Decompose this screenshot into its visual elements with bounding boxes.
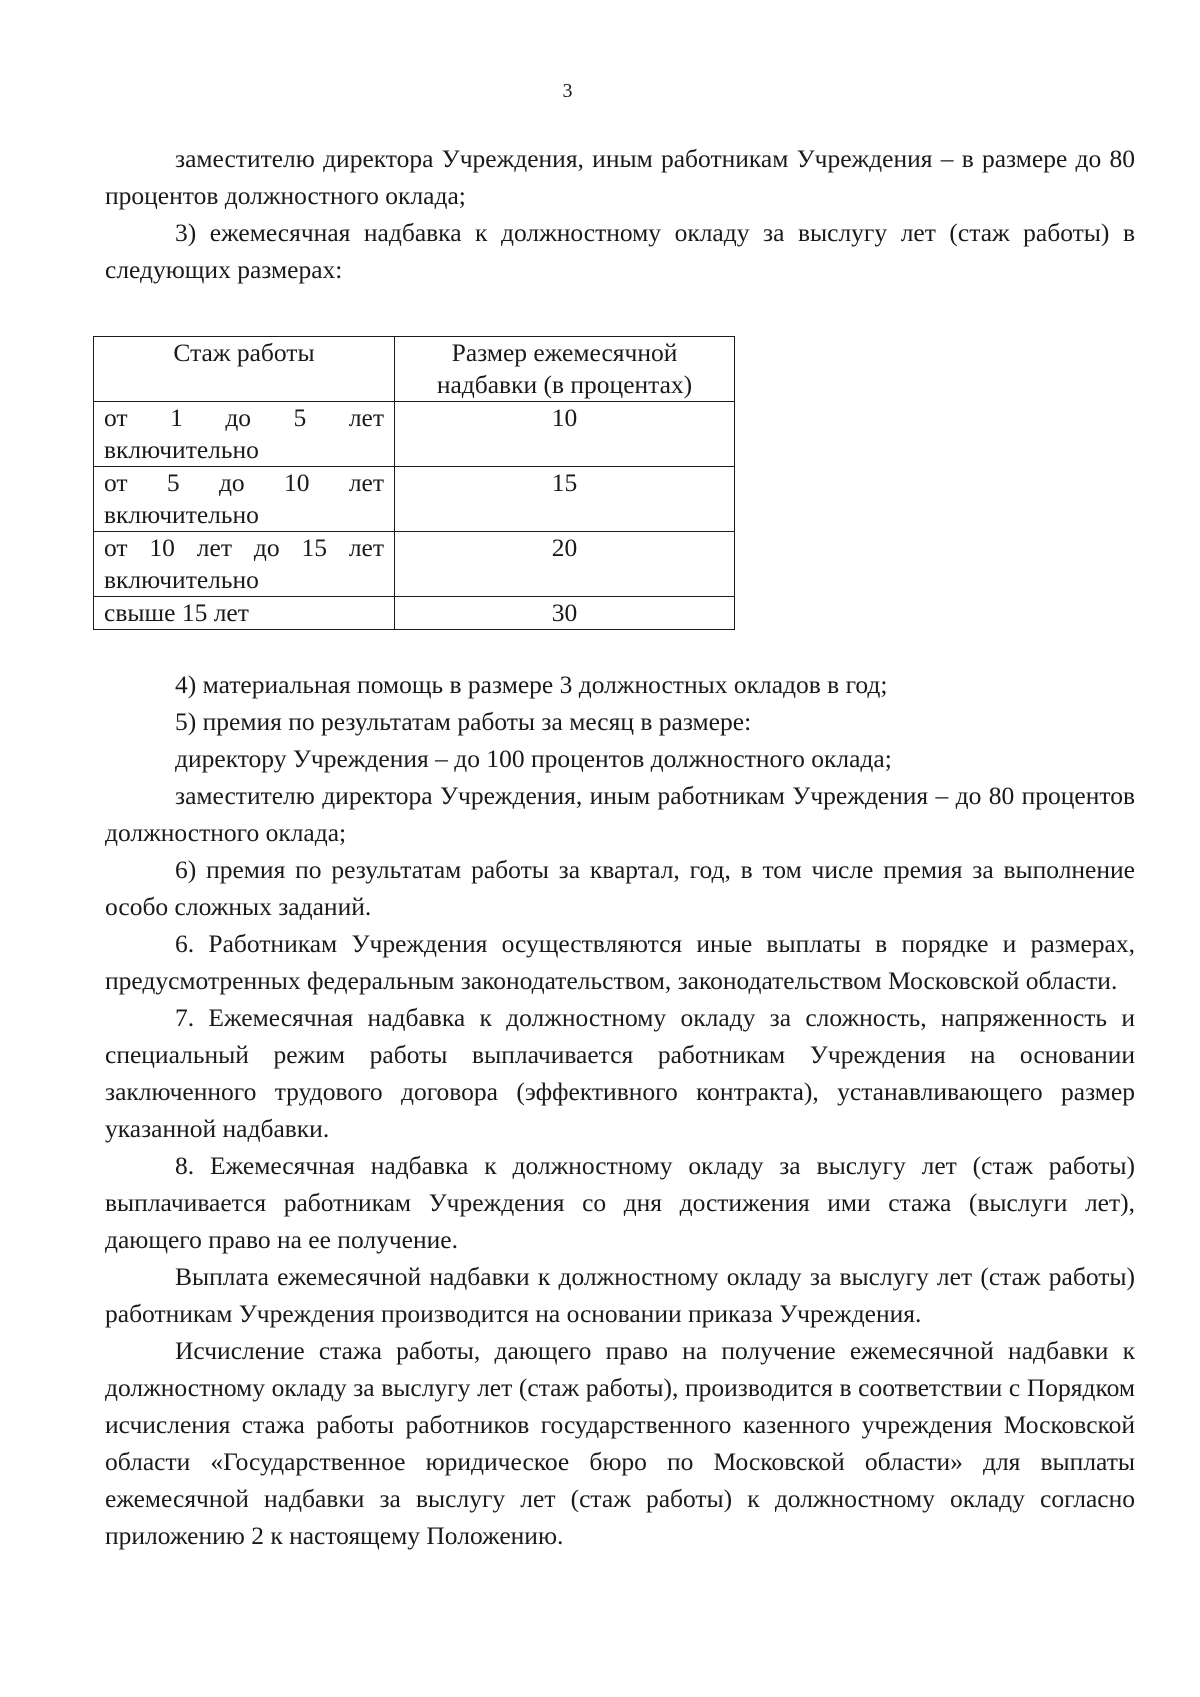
stazh-suffix: включительно: [104, 565, 259, 594]
table-cell-percent: 10: [395, 402, 735, 467]
paragraph: 6) премия по результатам работы за квартал, год, в том числе премия за выполнение особо сложных заданий.: [105, 855, 1135, 921]
seniority-table: [93, 336, 735, 630]
paragraph: Исчисление стажа работы, дающего право на получение ежемесячной надбавки к должностному окладу за выслугу лет (стаж работы), производится в соответствии с Порядком исчисления стажа работы работников государственного казенного учреждения Московской области «Государственное юридическое бюро по Московской области» для выплаты ежемесячной надбавки за выслугу лет (стаж работы) к должностному окладу согласно приложению 2 к настоящему Положению.: [105, 1336, 1135, 1550]
table-header-row: [94, 337, 735, 402]
paragraph: 5) премия по результатам работы за месяц в размере:: [175, 707, 752, 736]
table-cell-percent: 30: [395, 597, 735, 630]
stazh-suffix: включительно: [104, 500, 259, 529]
table-cell-percent: 20: [395, 532, 735, 597]
table-cell-stazh: [94, 597, 395, 630]
table-cell-stazh: [94, 532, 395, 597]
paragraph: 7. Ежемесячная надбавка к должностному окладу за сложность, напряженность и специальный режим работы выплачивается работникам Учреждения на основании заключенного трудового договора (эффективного контракта), устанавливающего размер указанной надбавки.: [105, 1003, 1135, 1143]
paragraph: заместителю директора Учреждения, иным работникам Учреждения – до 80 процентов должностного оклада;: [105, 781, 1135, 847]
stazh-range: свыше 15 лет: [104, 598, 249, 627]
table-header-cell: Стаж работы: [94, 337, 395, 402]
table-cell-stazh: [94, 467, 395, 532]
table-header-cell: Размер ежемесячной надбавки (в процентах): [395, 337, 735, 402]
table-row: [94, 532, 735, 597]
page-number: 3: [562, 80, 573, 102]
paragraph: 4) материальная помощь в размере 3 должностных окладов в год;: [175, 670, 888, 699]
paragraph: Выплата ежемесячной надбавки к должностному окладу за выслугу лет (стаж работы) работникам Учреждения производится на основании приказа Учреждения.: [105, 1262, 1135, 1328]
stazh-range: от 1 до 5 лет: [104, 403, 384, 432]
paragraph: 8. Ежемесячная надбавка к должностному окладу за выслугу лет (стаж работы) выплачивается работникам Учреждения со дня достижения ими стажа (выслуги лет), дающего право на ее получение.: [105, 1151, 1135, 1254]
table-cell-stazh: [94, 402, 395, 467]
document-body: [105, 140, 1135, 1554]
table-row: [94, 597, 735, 630]
paragraph: 6. Работникам Учреждения осуществляются иные выплаты в порядке и размерах, предусмотренных федеральным законодательством, законодательством Московской области.: [105, 929, 1135, 995]
paragraph: 3) ежемесячная надбавка к должностному окладу за выслугу лет (стаж работы) в следующих размерах:: [105, 218, 1135, 284]
paragraph: заместителю директора Учреждения, иным работникам Учреждения – в размере до 80 процентов должностного оклада;: [105, 144, 1135, 210]
table-row: [94, 467, 735, 532]
stazh-range: от 10 лет до 15 лет: [104, 533, 384, 562]
stazh-suffix: включительно: [104, 435, 259, 464]
stazh-range: от 5 до 10 лет: [104, 468, 384, 497]
paragraph: директору Учреждения – до 100 процентов должностного оклада;: [175, 744, 892, 773]
table-row: [94, 402, 735, 467]
table-cell-percent: 15: [395, 467, 735, 532]
